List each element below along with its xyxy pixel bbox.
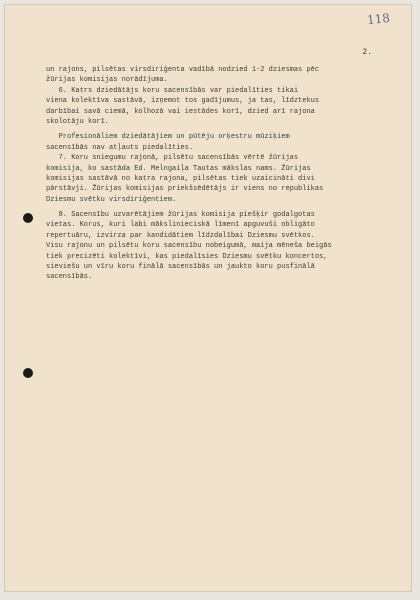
punch-hole <box>23 368 33 378</box>
text-line: sacensībās nav atļauts piedalīties. <box>46 143 194 152</box>
document-page <box>4 4 412 592</box>
text-line: sacensībās. <box>46 273 93 282</box>
punch-hole <box>23 213 33 223</box>
paragraph-7-line: 7. Koru sniegumu rajonā, pilsētu sacensībās vērtē žūrijas <box>46 154 299 163</box>
text-line: komisija, ko sastāda Ed. Melngaiļa Tautas mākslas nams. Žūrijas <box>46 164 311 173</box>
text-line: Profesionāliem dziedātājiem un pūtēju orķestru mūziķiem <box>46 133 290 142</box>
text-line: repertuāru, izvirza par kandidātiem līdzdalībai Dziesmu svētkos. <box>46 231 315 240</box>
paragraph-8-line: 8. Sacensību uzvarētājiem žūrijas komisija piešķir godalgotas <box>46 211 315 220</box>
text-line: sieviešu un vīru koru finālā sacensībās un jaukto koru pusfinālā <box>46 263 315 272</box>
text-line: viena kolektīva sastāvā, izņemot tos gadījumus, ja tas, līdztekus <box>46 97 320 106</box>
text-line: un rajons, pilsētas virsdiriģenta vadībā nodzied 1-2 dziesmas pēc <box>46 66 320 74</box>
paragraph-6-line: 6. Katrs dziedātājs koru sacensībās var piedalīties tikai <box>46 86 299 95</box>
text-line: skolotāju korī. <box>46 117 110 126</box>
body-text <box>46 65 398 283</box>
text-line: žūrijas komisijas norādījuma. <box>46 76 168 85</box>
archive-folio-number: 118 <box>366 10 391 28</box>
text-line: Dziesmu svētku virsdiriģentiem. <box>46 195 177 204</box>
text-line: Visu rajonu un pilsētu koru sacensību nobeigumā, maija mēneša beigās <box>46 242 332 251</box>
text-line: komisijas sastāvā no katra rajona, pilsētas tiek uzaicināti divi <box>46 174 315 183</box>
text-line: tiek precizēti kolektīvi, kas piedalīsies Dziesmu svētku koncertos, <box>46 252 328 261</box>
page-number: 2. <box>362 48 372 57</box>
text-line: vietas. Korus, kuri labi mākslinieciskā līmenī apguvuši obligāto <box>46 221 315 230</box>
text-line: pārstāvji. Žūrijas komisijas priekšsēdētājs ir viens no republikas <box>46 185 324 194</box>
text-line: darbībai savā ciemā, kolhozā vai iestādes korī, dzied arī rajona <box>46 107 315 116</box>
